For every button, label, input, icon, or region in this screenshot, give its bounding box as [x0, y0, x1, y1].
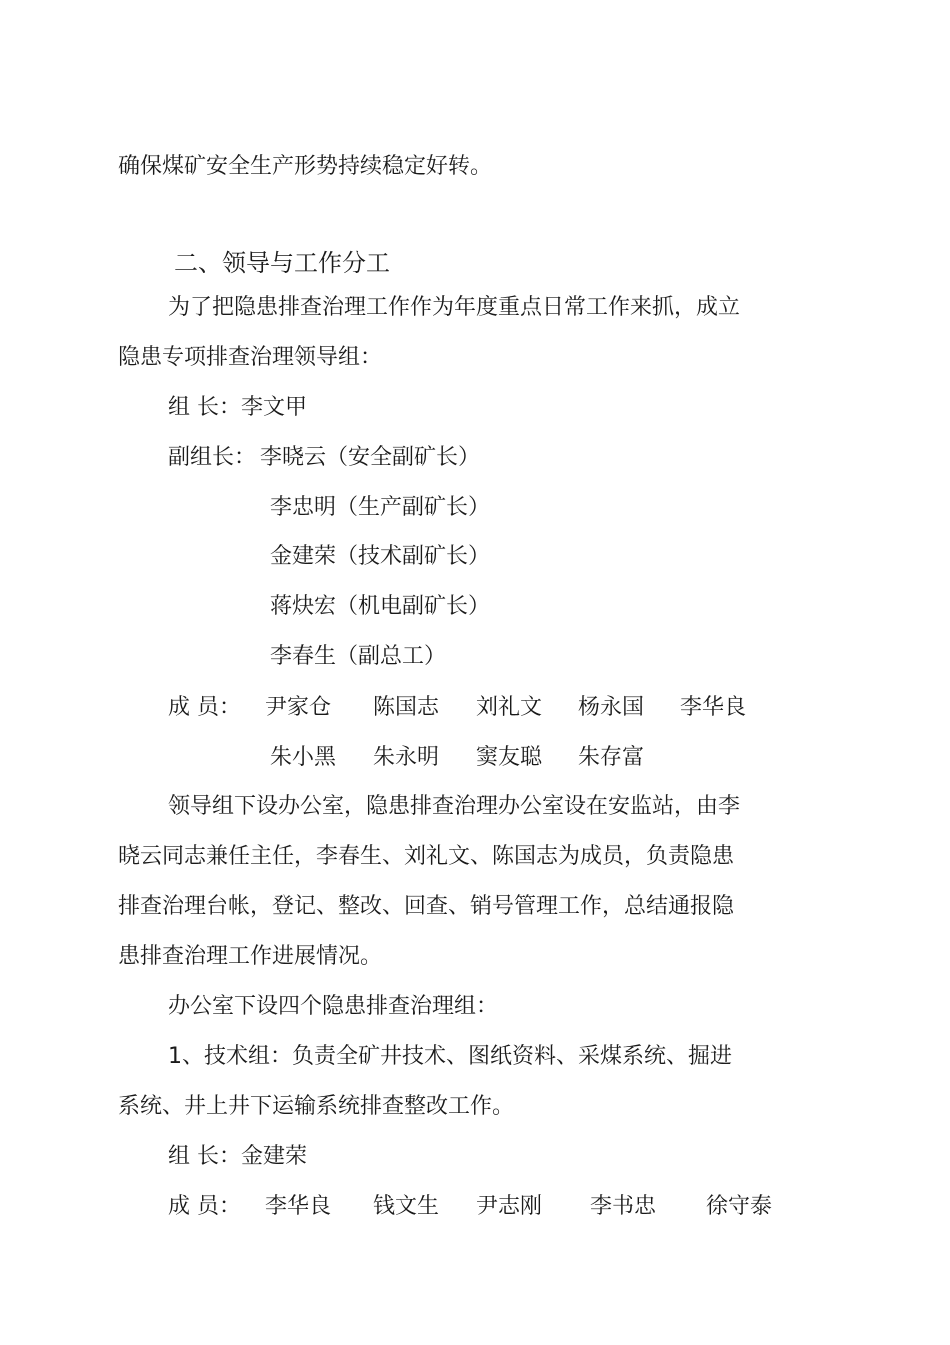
tech-members-label: 成 员： — [168, 1194, 241, 1219]
section-heading: 二、领导与工作分工 — [174, 249, 390, 277]
deputy-label: 副组长： — [168, 445, 257, 470]
tech-member-name: 钱文生 — [373, 1194, 440, 1219]
member-name: 朱永明 — [373, 745, 440, 770]
member-name: 刘礼文 — [476, 695, 543, 720]
member-name: 李华良 — [680, 695, 747, 720]
paragraph-line: 1、技术组：负责全矿井技术、图纸资料、采煤系统、掘进 — [168, 1044, 732, 1069]
deputy-entry: 蒋炔宏（机电副矿长） — [270, 594, 491, 619]
leader-line: 组 长：李文甲 — [168, 395, 307, 420]
deputy-entry: 李忠明（生产副矿长） — [270, 495, 491, 520]
paragraph-line: 隐患专项排查治理领导组： — [118, 345, 383, 370]
tech-member-name: 徐守泰 — [706, 1194, 773, 1219]
paragraph-line: 排查治理台帐，登记、整改、回查、销号管理工作，总结通报隐 — [118, 894, 735, 919]
members-label: 成 员： — [168, 695, 241, 720]
paragraph-line: 患排查治理工作进展情况。 — [118, 944, 383, 969]
member-name: 陈国志 — [373, 695, 440, 720]
deputy-entry: 李晓云（安全副矿长） — [260, 445, 481, 470]
paragraph-line: 确保煤矿安全生产形势持续稳定好转。 — [118, 154, 493, 179]
tech-leader-line: 组 长：金建荣 — [168, 1144, 307, 1169]
member-name: 窦友聪 — [476, 745, 543, 770]
paragraph-line: 系统、井上井下运输系统排查整改工作。 — [118, 1094, 515, 1119]
deputy-entry: 李春生（副总工） — [270, 644, 447, 669]
tech-member-name: 李华良 — [265, 1194, 332, 1219]
tech-member-name: 李书忠 — [590, 1194, 657, 1219]
member-name: 朱存富 — [578, 745, 645, 770]
deputy-entry: 金建荣（技术副矿长） — [270, 544, 491, 569]
tech-member-name: 尹志刚 — [476, 1194, 543, 1219]
member-name: 朱小黑 — [270, 745, 337, 770]
member-name: 尹家仓 — [265, 695, 332, 720]
paragraph-line: 办公室下设四个隐患排查治理组： — [168, 994, 499, 1019]
paragraph-line: 为了把隐患排查治理工作作为年度重点日常工作来抓，成立 — [168, 295, 741, 320]
paragraph-line: 领导组下设办公室，隐患排查治理办公室设在安监站，由李 — [168, 794, 741, 819]
member-name: 杨永国 — [578, 695, 645, 720]
paragraph-line: 晓云同志兼任主任，李春生、刘礼文、陈国志为成员，负责隐患 — [118, 844, 735, 869]
